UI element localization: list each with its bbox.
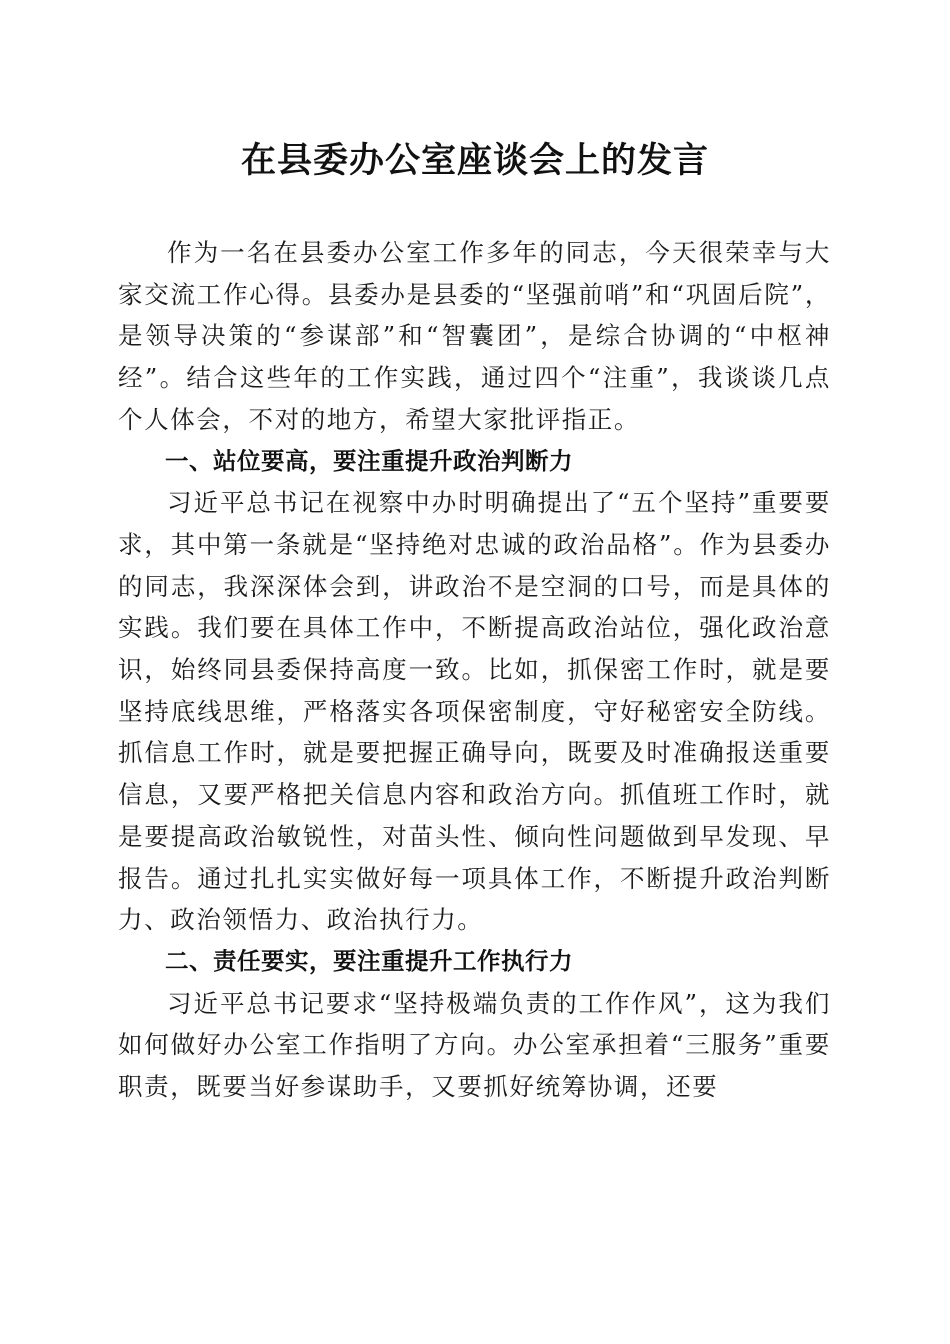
document-body (118, 232, 831, 1108)
section-2-heading: 二、责任要实，要注重提升工作执行力 (165, 946, 573, 975)
section-2-paragraph: 习近平总书记要求“坚持极端负责的工作作风”，这为我们如何做好办公室工作指明了方向。办公室承担着“三服务”重要职责，既要当好参谋助手，又要抓好统筹协调，还要 (118, 988, 831, 1102)
section-1-paragraph: 习近平总书记在视察中办时明确提出了“五个坚持”重要要求，其中第一条就是“坚持绝对忠诚的政治品格”。作为县委办的同志，我深深体会到，讲政治不是空洞的口号，而是具体的实践。我们要在具体工作中，不断提高政治站位，强化政治意识，始终同县委保持高度一致。比如，抓保密工作时，就是要坚持底线思维，严格落实各项保密制度，守好秘密安全防线。抓信息工作时，就是要把握正确导向，既要及时准确报送重要信息，又要严格把关信息内容和政治方向。抓值班工作时，就是要提高政治敏锐性，对苗头性、倾向性问题做到早发现、早报告。通过扎扎实实做好每一项具体工作，不断提升政治判断力、政治领悟力、政治执行力。 (118, 488, 831, 935)
intro-paragraph: 作为一名在县委办公室工作多年的同志，今天很荣幸与大家交流工作心得。县委办是县委的“坚强前哨”和“巩固后院”，是领导决策的“参谋部”和“智囊团”，是综合协调的“中枢神经”。结合这些年的工作实践，通过四个“注重”，我谈谈几点个人体会，不对的地方，希望大家批评指正。 (118, 238, 831, 434)
document-title: 在县委办公室座谈会上的发言 (240, 140, 709, 181)
section-1-heading: 一、站位要高，要注重提升政治判断力 (165, 446, 573, 475)
